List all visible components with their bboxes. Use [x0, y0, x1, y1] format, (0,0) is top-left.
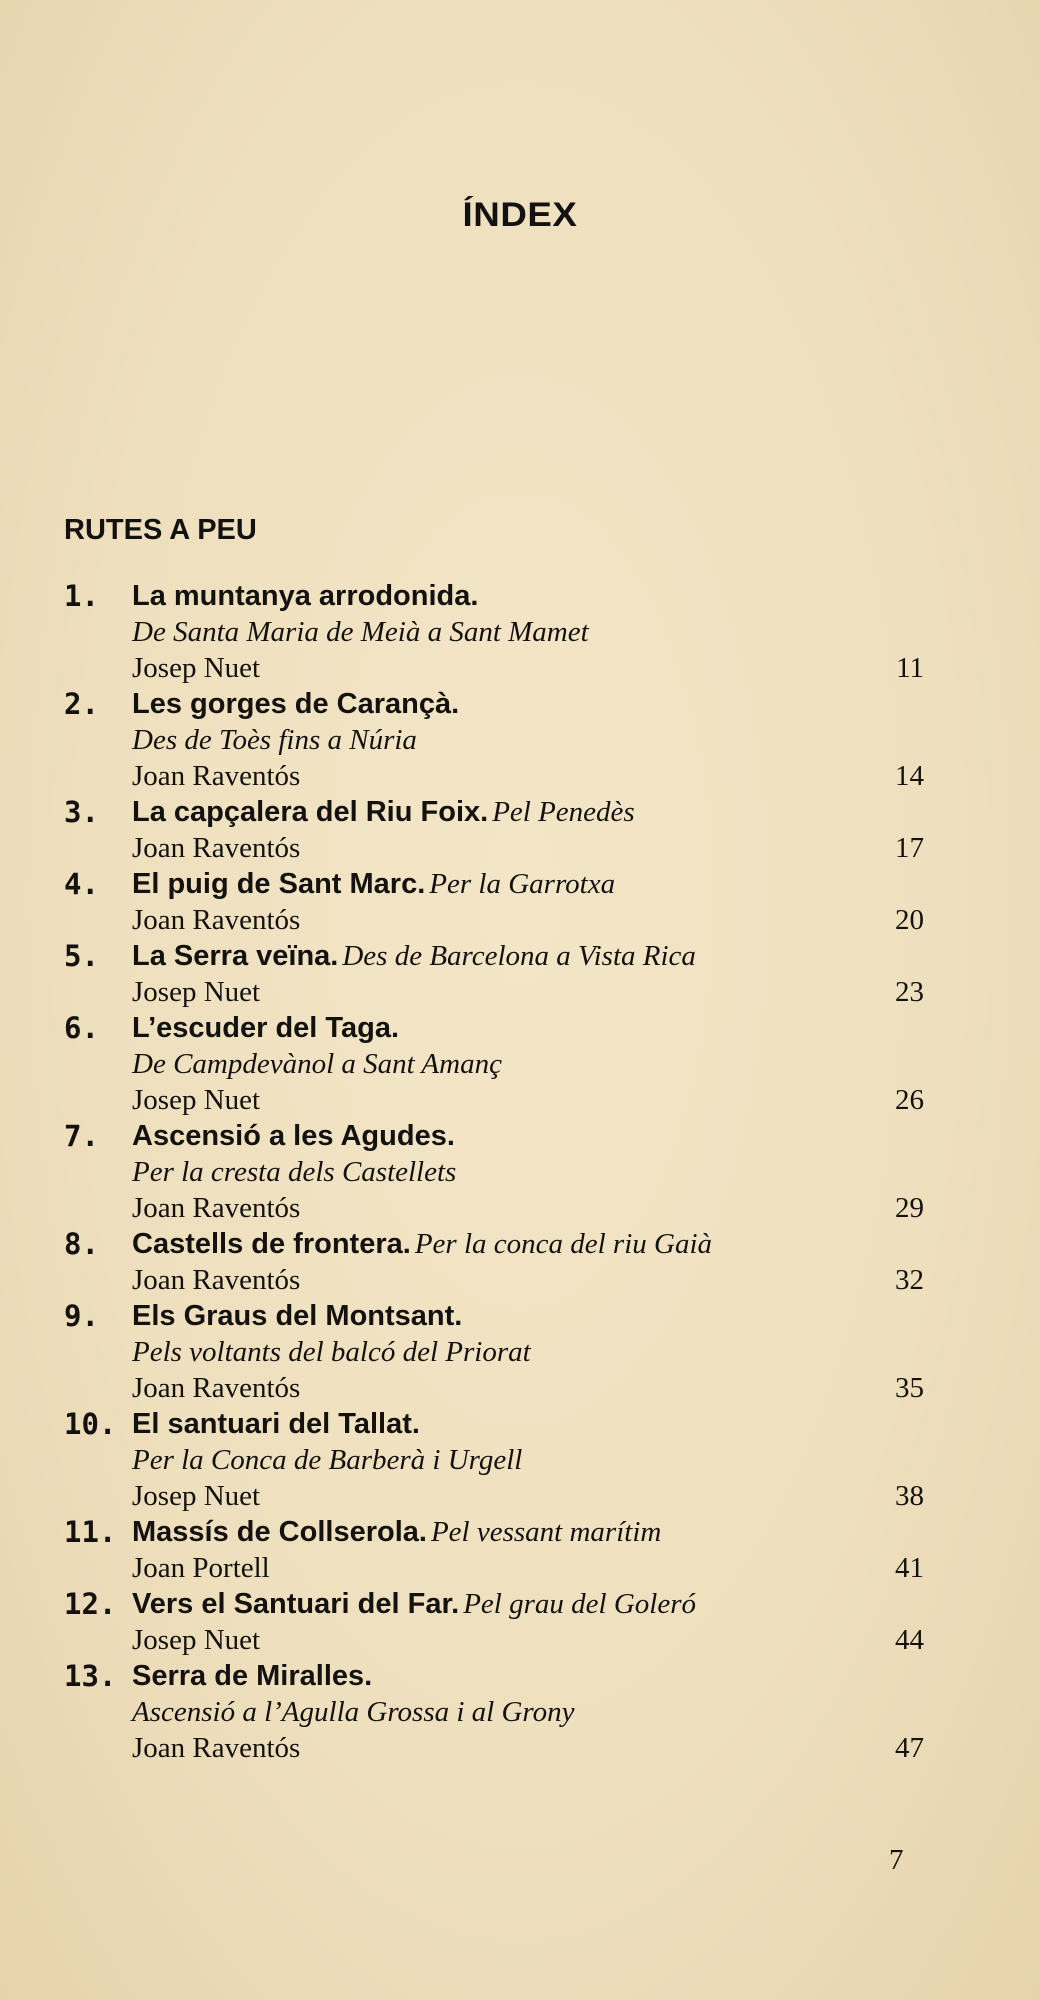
entry-title: Ascensió a les Agudes.	[132, 1120, 455, 1152]
entry-title: El santuari del Tallat.	[132, 1408, 420, 1440]
toc-list	[64, 578, 924, 1766]
entry-number: 10.	[64, 1407, 117, 1441]
entry-page-number: 14	[895, 760, 924, 792]
entry-title: Castells de frontera.	[132, 1228, 411, 1260]
entry-number: 6.	[64, 1011, 99, 1045]
entry-author: Josep Nuet	[132, 976, 261, 1008]
entry-page-number: 26	[895, 1084, 924, 1116]
entry-title: La Serra veïna.	[132, 940, 339, 972]
entry-author: Joan Raventós	[132, 1372, 301, 1404]
entry-number: 11.	[64, 1515, 117, 1549]
entry-number: 3.	[64, 795, 99, 829]
entry-author: Joan Raventós	[132, 1732, 301, 1764]
entry-page-number: 47	[895, 1732, 924, 1764]
toc-entry	[64, 866, 924, 938]
page-number: 7	[889, 1844, 904, 1876]
entry-page-number: 29	[895, 1192, 924, 1224]
toc-entry	[64, 578, 924, 686]
entry-author: Joan Raventós	[132, 904, 301, 936]
entry-page-number: 20	[895, 904, 924, 936]
entry-number: 2.	[64, 687, 99, 721]
toc-entry	[64, 1514, 924, 1586]
entry-subtitle: Pel Penedès	[492, 796, 635, 828]
entry-author: Joan Portell	[132, 1552, 270, 1584]
entry-author: Josep Nuet	[132, 652, 261, 684]
entry-page-number: 35	[895, 1372, 924, 1404]
entry-page-number: 11	[896, 652, 924, 684]
entry-number: 9.	[64, 1299, 99, 1333]
entry-subtitle: Pel vessant marítim	[430, 1516, 662, 1548]
entry-subtitle: Per la Garrotxa	[429, 868, 616, 900]
toc-entry	[64, 1586, 924, 1658]
entry-title: Vers el Santuari del Far.	[132, 1588, 460, 1620]
entry-number: 8.	[64, 1227, 99, 1261]
entry-subtitle: Pel grau del Goleró	[463, 1588, 696, 1620]
toc-entry	[64, 1010, 924, 1118]
entry-page-number: 32	[895, 1264, 924, 1296]
toc-entry	[64, 1298, 924, 1406]
entry-subtitle: Per la conca del riu Gaià	[414, 1228, 713, 1260]
toc-entry	[64, 1658, 924, 1766]
entry-subtitle: De Santa Maria de Meià a Sant Mamet	[132, 616, 589, 648]
entry-number: 7.	[64, 1119, 99, 1153]
toc-entry	[64, 1226, 924, 1298]
entry-author: Josep Nuet	[132, 1480, 261, 1512]
entry-page-number: 41	[895, 1552, 924, 1584]
entry-author: Joan Raventós	[132, 832, 301, 864]
entry-number: 1.	[64, 579, 99, 613]
toc-entry	[64, 938, 924, 1010]
entry-subtitle: Ascensió a l’Agulla Grossa i al Grony	[132, 1696, 575, 1728]
toc-entry	[64, 686, 924, 794]
entry-author: Josep Nuet	[132, 1084, 261, 1116]
entry-title: La muntanya arrodonida.	[132, 580, 479, 612]
entry-title: El puig de Sant Marc.	[132, 868, 426, 900]
entry-number: 12.	[64, 1587, 117, 1621]
entry-title: Serra de Miralles.	[132, 1660, 373, 1692]
entry-subtitle: De Campdevànol a Sant Amanç	[132, 1048, 502, 1080]
entry-number: 13.	[64, 1659, 117, 1693]
entry-author: Joan Raventós	[132, 760, 301, 792]
toc-entry	[64, 794, 924, 866]
entry-number: 5.	[64, 939, 99, 973]
entry-subtitle: Des de Barcelona a Vista Rica	[342, 940, 696, 972]
entry-title: La capçalera del Riu Foix.	[132, 796, 489, 828]
toc-entry	[64, 1406, 924, 1514]
entry-subtitle: Pels voltants del balcó del Priorat	[132, 1336, 531, 1368]
entry-author: Josep Nuet	[132, 1624, 261, 1656]
entry-page-number: 44	[895, 1624, 924, 1656]
entry-title: Massís de Collserola.	[132, 1516, 427, 1548]
toc-entry	[64, 1118, 924, 1226]
entry-title: Les gorges de Carançà.	[132, 688, 460, 720]
section-heading: RUTES A PEU	[64, 514, 257, 546]
entry-page-number: 38	[895, 1480, 924, 1512]
entry-title: Els Graus del Montsant.	[132, 1300, 463, 1332]
entry-subtitle: Per la Conca de Barberà i Urgell	[132, 1444, 523, 1476]
entry-title: L’escuder del Taga.	[132, 1012, 400, 1044]
entry-page-number: 17	[895, 832, 924, 864]
entry-number: 4.	[64, 867, 99, 901]
entry-author: Joan Raventós	[132, 1264, 301, 1296]
entry-subtitle: Per la cresta dels Castellets	[132, 1156, 457, 1188]
entry-author: Joan Raventós	[132, 1192, 301, 1224]
entry-subtitle: Des de Toès fins a Núria	[132, 724, 417, 756]
page-title: ÍNDEX	[462, 196, 578, 234]
entry-page-number: 23	[895, 976, 924, 1008]
